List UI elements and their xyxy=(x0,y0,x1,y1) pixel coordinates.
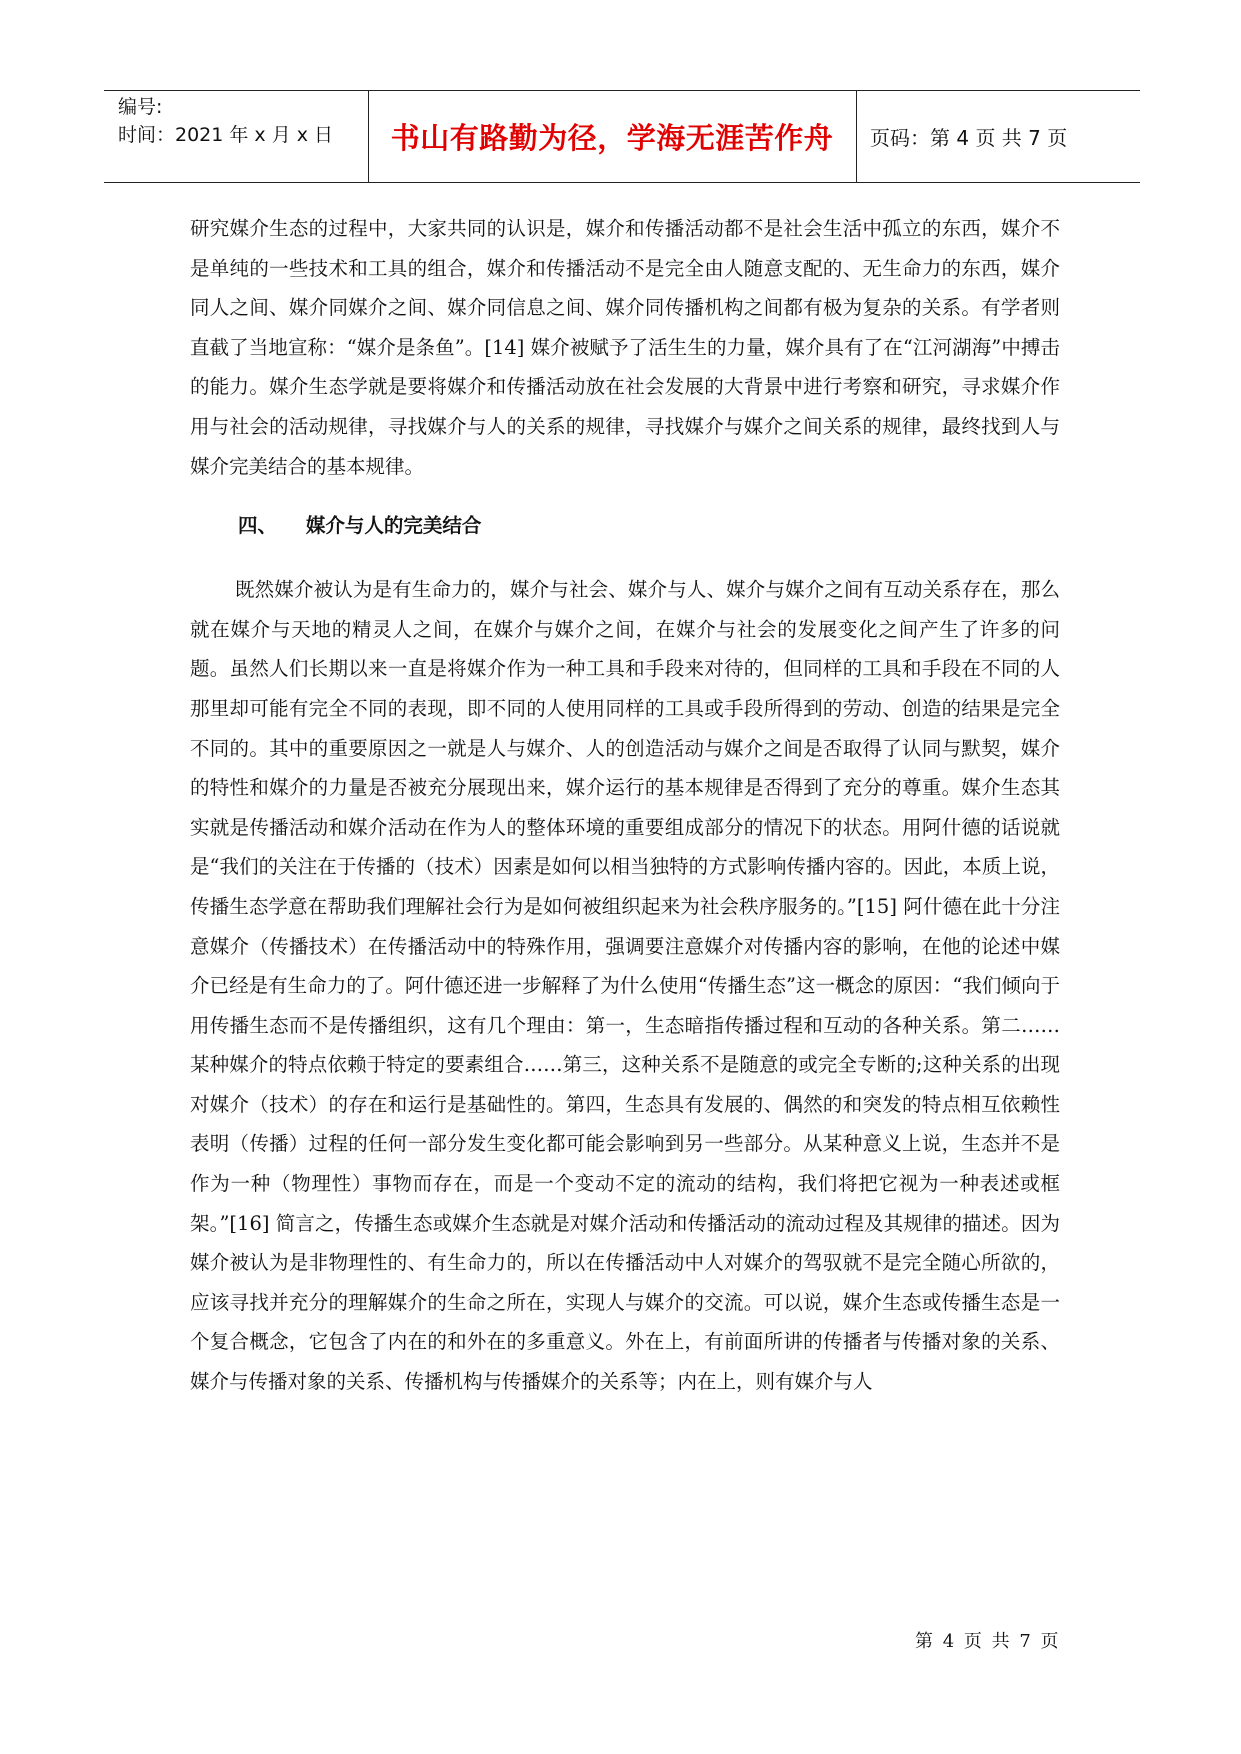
header-motto: 书山有路勤为径，学海无涯苦作舟 xyxy=(390,120,834,155)
page-footer: 第 4 页 共 7 页 xyxy=(915,1631,1061,1652)
page-label-text: 页码：第 4 页 共 7 页 xyxy=(870,125,1068,150)
section-title: 媒介与人的完美结合 xyxy=(305,514,482,538)
page-header xyxy=(104,90,1140,183)
body-paragraph: 研究媒介生态的过程中，大家共同的认识是，媒介和传播活动都不是社会生活中孤立的东西，媒介不是单纯的一些技术和工具的组合，媒介和传播活动不是完全由人随意支配的、无生命力的东西，媒介同人之间、媒介同媒介之间、媒介同信息之间、媒介同传播机构之间都有极为复杂的关系。有学者则直截了当地宣称：“媒介是条鱼”。[14] 媒介被赋予了活生生的力量，媒介具有了在“江河湖海”中搏击的能力。媒介生态学就是要将媒介和传播活动放在社会发展的大背景中进行考察和研究，寻求媒介作用与社会的活动规律，寻找媒介与人的关系的规律，寻找媒介与媒介之间关系的规律，最终找到人与媒介完美结合的基本规律。 xyxy=(190,217,1060,478)
header-meta xyxy=(118,93,333,149)
section-heading xyxy=(238,512,1060,540)
time-label: 时间：2021 年 x 月 x 日 xyxy=(118,124,334,146)
section-number: 四、 xyxy=(238,514,278,538)
body-paragraph: 既然媒介被认为是有生命力的，媒介与社会、媒介与人、媒介与媒介之间有互动关系存在，那么就在媒介与天地的精灵人之间，在媒介与媒介之间，在媒介与社会的发展变化之间产生了许多的问题。虽然人们长期以来一直是将媒介作为一种工具和手段来对待的，但同样的工具和手段在不同的人那里却可能有完全不同的表现，即不同的人使用同样的工具或手段所得到的劳动、创造的结果是完全不同的。其中的重要原因之一就是人与媒介、人的创造活动与媒介之间是否取得了认同与默契，媒介的特性和媒介的力量是否被充分展现出来，媒介运行的基本规律是否得到了充分的尊重。媒介生态其实就是传播活动和媒介活动在作为人的整体环境的重要组成部分的情况下的状态。用阿什德的话说就是“我们的关注在于传播的（技术）因素是如何以相当独特的方式影响传播内容的。因此，本质上说，传播生态学意在帮助我们理解社会行为是如何被组织起来为社会秩序服务的。”[15] 阿什德在此十分注意媒介（传播技术）在传播活动中的特殊作用，强调要注意媒介对传播内容的影响，在他的论述中媒介已经是有生命力的了。阿什德还进一步解释了为什么使用“传播生态”这一概念的原因：“我们倾向于用传播生态而不是传播组织，这有几个理由：第一，生态暗指传播过程和互动的各种关系。第二……某种媒介的特点依赖于特定的要素组合……第三，这种关系不是随意的或完全专断的;这种关系的出现对媒介（技术）的存在和运行是基础性的。第四，生态具有发展的、偶然的和突发的特点相互依赖性表明（传播）过程的任何一部分发生变化都可能会影响到另一些部分。从某种意义上说，生态并不是作为一种（物理性）事物而存在，而是一个变动不定的流动的结构，我们将把它视为一种表述或框架。”[16] 简言之，传播生态或媒介生态就是对媒介活动和传播活动的流动过程及其规律的描述。因为媒介被认为是非物理性的、有生命力的，所以在传播活动中人对媒介的驾驭就不是完全随心所欲的，应该寻找并充分的理解媒介的生命之所在，实现人与媒介的交流。可以说，媒介生态或传播生态是一个复合概念，它包含了内在的和外在的多重意义。外在上，有前面所讲的传播者与传播对象的关系、媒介与传播对象的关系、传播机构与传播媒介的关系等；内在上，则有媒介与人 xyxy=(190,578,1060,1394)
header-divider xyxy=(856,91,857,182)
document-body xyxy=(190,209,1060,1402)
number-label: 编号: xyxy=(118,96,163,118)
header-page-label xyxy=(870,91,1071,181)
